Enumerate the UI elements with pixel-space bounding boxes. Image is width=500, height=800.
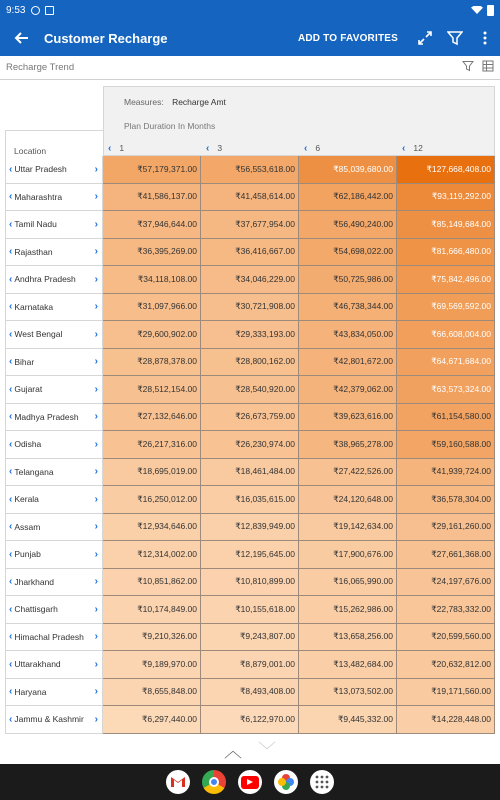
location-header: Location	[5, 130, 103, 156]
table-cell[interactable]: ₹27,132,646.00	[103, 404, 201, 432]
chevron-left-icon[interactable]: ‹	[9, 548, 13, 560]
table-cell[interactable]: ₹42,801,672.00	[299, 349, 397, 377]
table-cell[interactable]: ₹29,600,902.00	[103, 321, 201, 349]
table-cell[interactable]: ₹41,939,724.00	[397, 459, 495, 487]
pivot-column-header	[103, 86, 495, 156]
table-cell[interactable]: ₹36,578,304.00	[397, 486, 495, 514]
table-cell[interactable]: ₹18,695,019.00	[103, 459, 201, 487]
table-cell[interactable]: ₹24,197,676.00	[397, 569, 495, 597]
table-cell[interactable]: ₹29,161,260.00	[397, 514, 495, 542]
table-cell[interactable]: ₹38,965,278.00	[299, 431, 397, 459]
table-cell[interactable]: ₹39,623,616.00	[299, 404, 397, 432]
table-cell[interactable]: ₹16,250,012.00	[103, 486, 201, 514]
chevron-right-icon[interactable]: ›	[94, 576, 98, 588]
page-title: Customer Recharge	[44, 30, 168, 46]
row-header[interactable]	[5, 266, 103, 294]
table-cell[interactable]: ₹26,230,974.00	[201, 431, 299, 459]
column-label: 12	[413, 143, 423, 153]
table-cell[interactable]: ₹12,195,645.00	[201, 541, 299, 569]
table-cell[interactable]: ₹34,118,108.00	[103, 266, 201, 294]
measures-label: Measures:	[124, 97, 164, 107]
table-cell[interactable]: ₹63,573,324.00	[397, 376, 495, 404]
table-cell[interactable]: ₹16,035,615.00	[201, 486, 299, 514]
location-label: Uttar Pradesh	[14, 164, 67, 175]
table-row	[5, 266, 495, 294]
table-cell[interactable]: ₹16,065,990.00	[299, 569, 397, 597]
chevron-right-icon[interactable]: ›	[94, 521, 98, 533]
chevron-right-icon[interactable]: ›	[94, 438, 98, 450]
chevron-right-icon[interactable]: ›	[94, 383, 98, 395]
table-cell[interactable]: ₹10,174,849.00	[103, 596, 201, 624]
table-cell[interactable]: ₹6,297,440.00	[103, 706, 201, 734]
location-label: Gujarat	[14, 384, 43, 395]
chevron-left-icon[interactable]: ‹	[9, 246, 13, 258]
column-label: 6	[315, 143, 321, 153]
table-row	[5, 431, 495, 459]
table-cell[interactable]: ₹17,900,676.00	[299, 541, 397, 569]
location-label: Haryana	[14, 686, 47, 697]
table-cell[interactable]: ₹13,658,256.00	[299, 624, 397, 652]
table-cell[interactable]: ₹81,666,480.00	[397, 239, 495, 267]
chevron-left-icon[interactable]: ‹	[206, 142, 210, 154]
table-cell[interactable]: ₹85,149,684.00	[397, 211, 495, 239]
taskbar	[0, 764, 500, 800]
column-header-1[interactable]	[108, 139, 124, 157]
fullscreen-icon[interactable]	[410, 20, 440, 56]
chevron-right-icon[interactable]: ›	[94, 246, 98, 258]
table-cell[interactable]: ₹8,493,408.00	[201, 679, 299, 707]
chevron-left-icon[interactable]: ‹	[9, 383, 13, 395]
chevron-right-icon[interactable]: ›	[94, 191, 98, 203]
table-row	[5, 211, 495, 239]
table-cell[interactable]: ₹10,851,862.00	[103, 569, 201, 597]
app-bar	[0, 20, 500, 56]
table-cell[interactable]: ₹8,879,001.00	[201, 651, 299, 679]
row-header[interactable]	[5, 651, 103, 679]
row-header[interactable]	[5, 321, 103, 349]
status-time: 9:53	[6, 4, 26, 16]
table-cell[interactable]: ₹31,097,966.00	[103, 294, 201, 322]
table-cell[interactable]: ₹6,122,970.00	[201, 706, 299, 734]
row-header[interactable]	[5, 459, 103, 487]
table-cell[interactable]: ₹14,228,448.00	[397, 706, 495, 734]
chevron-left-icon[interactable]: ‹	[9, 411, 13, 423]
chevron-left-icon[interactable]: ‹	[402, 142, 406, 154]
location-label: Odisha	[14, 439, 42, 450]
chevron-left-icon[interactable]: ‹	[9, 576, 13, 588]
row-header[interactable]	[5, 514, 103, 542]
table-cell[interactable]: ₹20,599,560.00	[397, 624, 495, 652]
location-label: Himachal Pradesh	[14, 631, 84, 642]
chevron-left-icon[interactable]: ‹	[9, 328, 13, 340]
table-cell[interactable]: ₹9,189,970.00	[103, 651, 201, 679]
row-header[interactable]	[5, 624, 103, 652]
location-label: Telangana	[14, 466, 54, 477]
chevron-left-icon[interactable]: ‹	[304, 142, 308, 154]
location-label: Chattisgarh	[14, 604, 58, 615]
back-arrow-icon[interactable]	[0, 20, 44, 56]
row-header[interactable]	[5, 706, 103, 734]
table-cell[interactable]: ₹43,834,050.00	[299, 321, 397, 349]
row-header[interactable]	[5, 486, 103, 514]
table-cell[interactable]: ₹27,661,368.00	[397, 541, 495, 569]
table-row	[5, 321, 495, 349]
table-cell[interactable]: ₹10,155,618.00	[201, 596, 299, 624]
scroll-up-icon[interactable]: ︿	[224, 741, 242, 761]
row-header[interactable]	[5, 376, 103, 404]
chevron-left-icon[interactable]: ‹	[9, 521, 13, 533]
table-cell[interactable]: ₹8,655,848.00	[103, 679, 201, 707]
location-label: Uttarakhand	[14, 659, 61, 670]
chevron-right-icon[interactable]: ›	[94, 658, 98, 670]
chevron-right-icon[interactable]: ›	[94, 301, 98, 313]
table-row	[5, 514, 495, 542]
chevron-left-icon[interactable]: ‹	[9, 686, 13, 698]
table-row	[5, 156, 495, 184]
table-row	[5, 459, 495, 487]
table-cell[interactable]: ₹30,721,908.00	[201, 294, 299, 322]
chevron-right-icon[interactable]: ›	[94, 273, 98, 285]
table-cell[interactable]: ₹28,878,378.00	[103, 349, 201, 377]
table-row	[5, 239, 495, 267]
table-row	[5, 349, 495, 377]
table-cell[interactable]: ₹62,186,442.00	[299, 184, 397, 212]
chevron-left-icon[interactable]: ‹	[9, 466, 13, 478]
table-cell[interactable]: ₹85,039,680.00	[299, 156, 397, 184]
table-row	[5, 184, 495, 212]
table-cell[interactable]: ₹15,262,986.00	[299, 596, 397, 624]
table-cell[interactable]: ₹22,783,332.00	[397, 596, 495, 624]
plan-duration-label: Plan Duration In Months	[124, 121, 216, 131]
column-header-12[interactable]	[402, 139, 423, 157]
table-cell[interactable]: ₹24,120,648.00	[299, 486, 397, 514]
table-cell[interactable]: ₹41,458,614.00	[201, 184, 299, 212]
table-cell[interactable]: ₹56,553,618.00	[201, 156, 299, 184]
table-cell[interactable]: ₹26,673,759.00	[201, 404, 299, 432]
chevron-left-icon[interactable]: ‹	[9, 356, 13, 368]
table-row	[5, 624, 495, 652]
location-label: Jharkhand	[14, 576, 55, 587]
table-cell[interactable]: ₹12,934,646.00	[103, 514, 201, 542]
table-cell[interactable]: ₹42,379,062.00	[299, 376, 397, 404]
row-header[interactable]	[5, 184, 103, 212]
pager	[0, 738, 500, 762]
row-header[interactable]	[5, 596, 103, 624]
table-cell[interactable]: ₹59,160,588.00	[397, 431, 495, 459]
table-cell[interactable]: ₹27,422,526.00	[299, 459, 397, 487]
chevron-left-icon[interactable]: ‹	[9, 713, 13, 725]
sim-icon	[45, 6, 54, 15]
measures-value: Recharge Amt	[172, 97, 226, 107]
table-cell[interactable]: ₹20,632,812.00	[397, 651, 495, 679]
chevron-right-icon[interactable]: ›	[94, 603, 98, 615]
table-cell[interactable]: ₹13,073,502.00	[299, 679, 397, 707]
chevron-left-icon[interactable]: ‹	[9, 191, 13, 203]
chevron-right-icon[interactable]: ›	[94, 328, 98, 340]
location-label: Bihar	[14, 356, 35, 367]
location-label: Rajasthan	[14, 246, 53, 257]
chevron-left-icon[interactable]: ‹	[9, 163, 13, 175]
table-cell[interactable]: ₹28,800,162.00	[201, 349, 299, 377]
table-cell[interactable]: ₹9,210,326.00	[103, 624, 201, 652]
table-cell[interactable]: ₹61,154,580.00	[397, 404, 495, 432]
location-label: Jammu & Kashmir	[14, 714, 84, 725]
column-label: 1	[119, 143, 125, 153]
grid-view-icon[interactable]	[482, 60, 494, 75]
table-cell[interactable]: ₹18,461,484.00	[201, 459, 299, 487]
table-cell[interactable]: ₹19,142,634.00	[299, 514, 397, 542]
youtube-icon[interactable]	[238, 770, 262, 794]
row-header[interactable]	[5, 404, 103, 432]
chevron-right-icon[interactable]: ›	[94, 466, 98, 478]
chevron-right-icon[interactable]: ›	[94, 686, 98, 698]
row-header[interactable]	[5, 294, 103, 322]
chevron-right-icon[interactable]: ›	[94, 493, 98, 505]
chevron-left-icon[interactable]: ‹	[9, 631, 13, 643]
table-row	[5, 679, 495, 707]
table-cell[interactable]: ₹9,445,332.00	[299, 706, 397, 734]
table-cell[interactable]: ₹12,839,949.00	[201, 514, 299, 542]
chevron-right-icon[interactable]: ›	[94, 548, 98, 560]
gmail-icon[interactable]	[166, 770, 190, 794]
scroll-down-icon[interactable]: ﹀	[258, 741, 276, 761]
pivot-rows	[5, 156, 495, 734]
row-header[interactable]	[5, 239, 103, 267]
table-row	[5, 404, 495, 432]
chevron-left-icon[interactable]: ‹	[9, 301, 13, 313]
chevron-left-icon[interactable]: ‹	[9, 493, 13, 505]
table-cell[interactable]: ₹50,725,986.00	[299, 266, 397, 294]
table-cell[interactable]: ₹64,671,684.00	[397, 349, 495, 377]
row-header[interactable]	[5, 211, 103, 239]
table-cell[interactable]: ₹41,586,137.00	[103, 184, 201, 212]
column-header-3[interactable]	[206, 139, 222, 157]
chevron-right-icon[interactable]: ›	[94, 631, 98, 643]
column-header-6[interactable]	[304, 139, 320, 157]
table-cell[interactable]: ₹29,333,193.00	[201, 321, 299, 349]
table-cell[interactable]: ₹37,946,644.00	[103, 211, 201, 239]
chevron-left-icon[interactable]: ‹	[9, 273, 13, 285]
location-label: West Bengal	[14, 329, 63, 340]
table-cell[interactable]: ₹37,677,954.00	[201, 211, 299, 239]
photos-icon[interactable]	[274, 770, 298, 794]
more-options-icon[interactable]	[470, 20, 500, 56]
status-bar	[0, 0, 500, 20]
table-row	[5, 596, 495, 624]
location-label: Assam	[14, 521, 41, 532]
table-row	[5, 569, 495, 597]
table-row	[5, 376, 495, 404]
report-title: Recharge Trend	[6, 62, 75, 73]
chevron-left-icon[interactable]: ‹	[9, 658, 13, 670]
table-cell[interactable]: ₹66,608,004.00	[397, 321, 495, 349]
table-cell[interactable]: ₹69,569,592.00	[397, 294, 495, 322]
table-cell[interactable]: ₹28,512,154.00	[103, 376, 201, 404]
chevron-right-icon[interactable]: ›	[94, 713, 98, 725]
report-subtitle-bar	[0, 56, 500, 80]
chevron-left-icon[interactable]: ‹	[9, 438, 13, 450]
report-filter-icon[interactable]	[462, 60, 474, 75]
location-label: Tamil Nadu	[14, 219, 57, 230]
location-label: Punjab	[14, 549, 41, 560]
table-cell[interactable]: ₹57,179,371.00	[103, 156, 201, 184]
table-cell[interactable]: ₹9,243,807.00	[201, 624, 299, 652]
table-cell[interactable]: ₹28,540,920.00	[201, 376, 299, 404]
location-label: Maharashtra	[14, 191, 63, 202]
table-cell[interactable]: ₹34,046,229.00	[201, 266, 299, 294]
row-header[interactable]	[5, 569, 103, 597]
measures-row	[124, 97, 226, 107]
table-cell[interactable]: ₹127,668,408.00	[397, 156, 495, 184]
table-cell[interactable]: ₹54,698,022.00	[299, 239, 397, 267]
vpn-icon	[31, 6, 40, 15]
location-label: Madhya Pradesh	[14, 411, 79, 422]
chevron-right-icon[interactable]: ›	[94, 218, 98, 230]
table-row	[5, 294, 495, 322]
row-header[interactable]	[5, 679, 103, 707]
location-label: Kerala	[14, 494, 39, 505]
app-drawer-icon[interactable]	[310, 770, 334, 794]
battery-icon	[487, 5, 494, 16]
chevron-right-icon[interactable]: ›	[94, 163, 98, 175]
table-cell[interactable]: ₹12,314,002.00	[103, 541, 201, 569]
table-row	[5, 486, 495, 514]
row-header[interactable]	[5, 431, 103, 459]
table-row	[5, 706, 495, 734]
table-cell[interactable]: ₹13,482,684.00	[299, 651, 397, 679]
chevron-left-icon[interactable]: ‹	[9, 218, 13, 230]
chrome-icon[interactable]	[202, 770, 226, 794]
location-label: Andhra Pradesh	[14, 274, 76, 285]
table-cell[interactable]: ₹75,842,496.00	[397, 266, 495, 294]
table-cell[interactable]: ₹46,738,344.00	[299, 294, 397, 322]
table-cell[interactable]: ₹36,395,269.00	[103, 239, 201, 267]
table-cell[interactable]: ₹26,217,316.00	[103, 431, 201, 459]
table-cell[interactable]: ₹19,171,560.00	[397, 679, 495, 707]
row-header[interactable]	[5, 156, 103, 184]
table-cell[interactable]: ₹93,119,292.00	[397, 184, 495, 212]
add-to-favorites-button[interactable]: ADD TO FAVORITES	[297, 32, 398, 44]
table-cell[interactable]: ₹10,810,899.00	[201, 569, 299, 597]
table-cell[interactable]: ₹56,490,240.00	[299, 211, 397, 239]
wifi-icon	[471, 6, 483, 14]
filter-icon[interactable]	[440, 20, 470, 56]
row-header[interactable]	[5, 349, 103, 377]
table-row	[5, 651, 495, 679]
chevron-right-icon[interactable]: ›	[94, 356, 98, 368]
chevron-left-icon[interactable]: ‹	[108, 142, 112, 154]
location-label: Karnataka	[14, 301, 54, 312]
table-cell[interactable]: ₹36,416,667.00	[201, 239, 299, 267]
column-label: 3	[217, 143, 223, 153]
chevron-left-icon[interactable]: ‹	[9, 603, 13, 615]
table-row	[5, 541, 495, 569]
chevron-right-icon[interactable]: ›	[94, 411, 98, 423]
row-header[interactable]	[5, 541, 103, 569]
